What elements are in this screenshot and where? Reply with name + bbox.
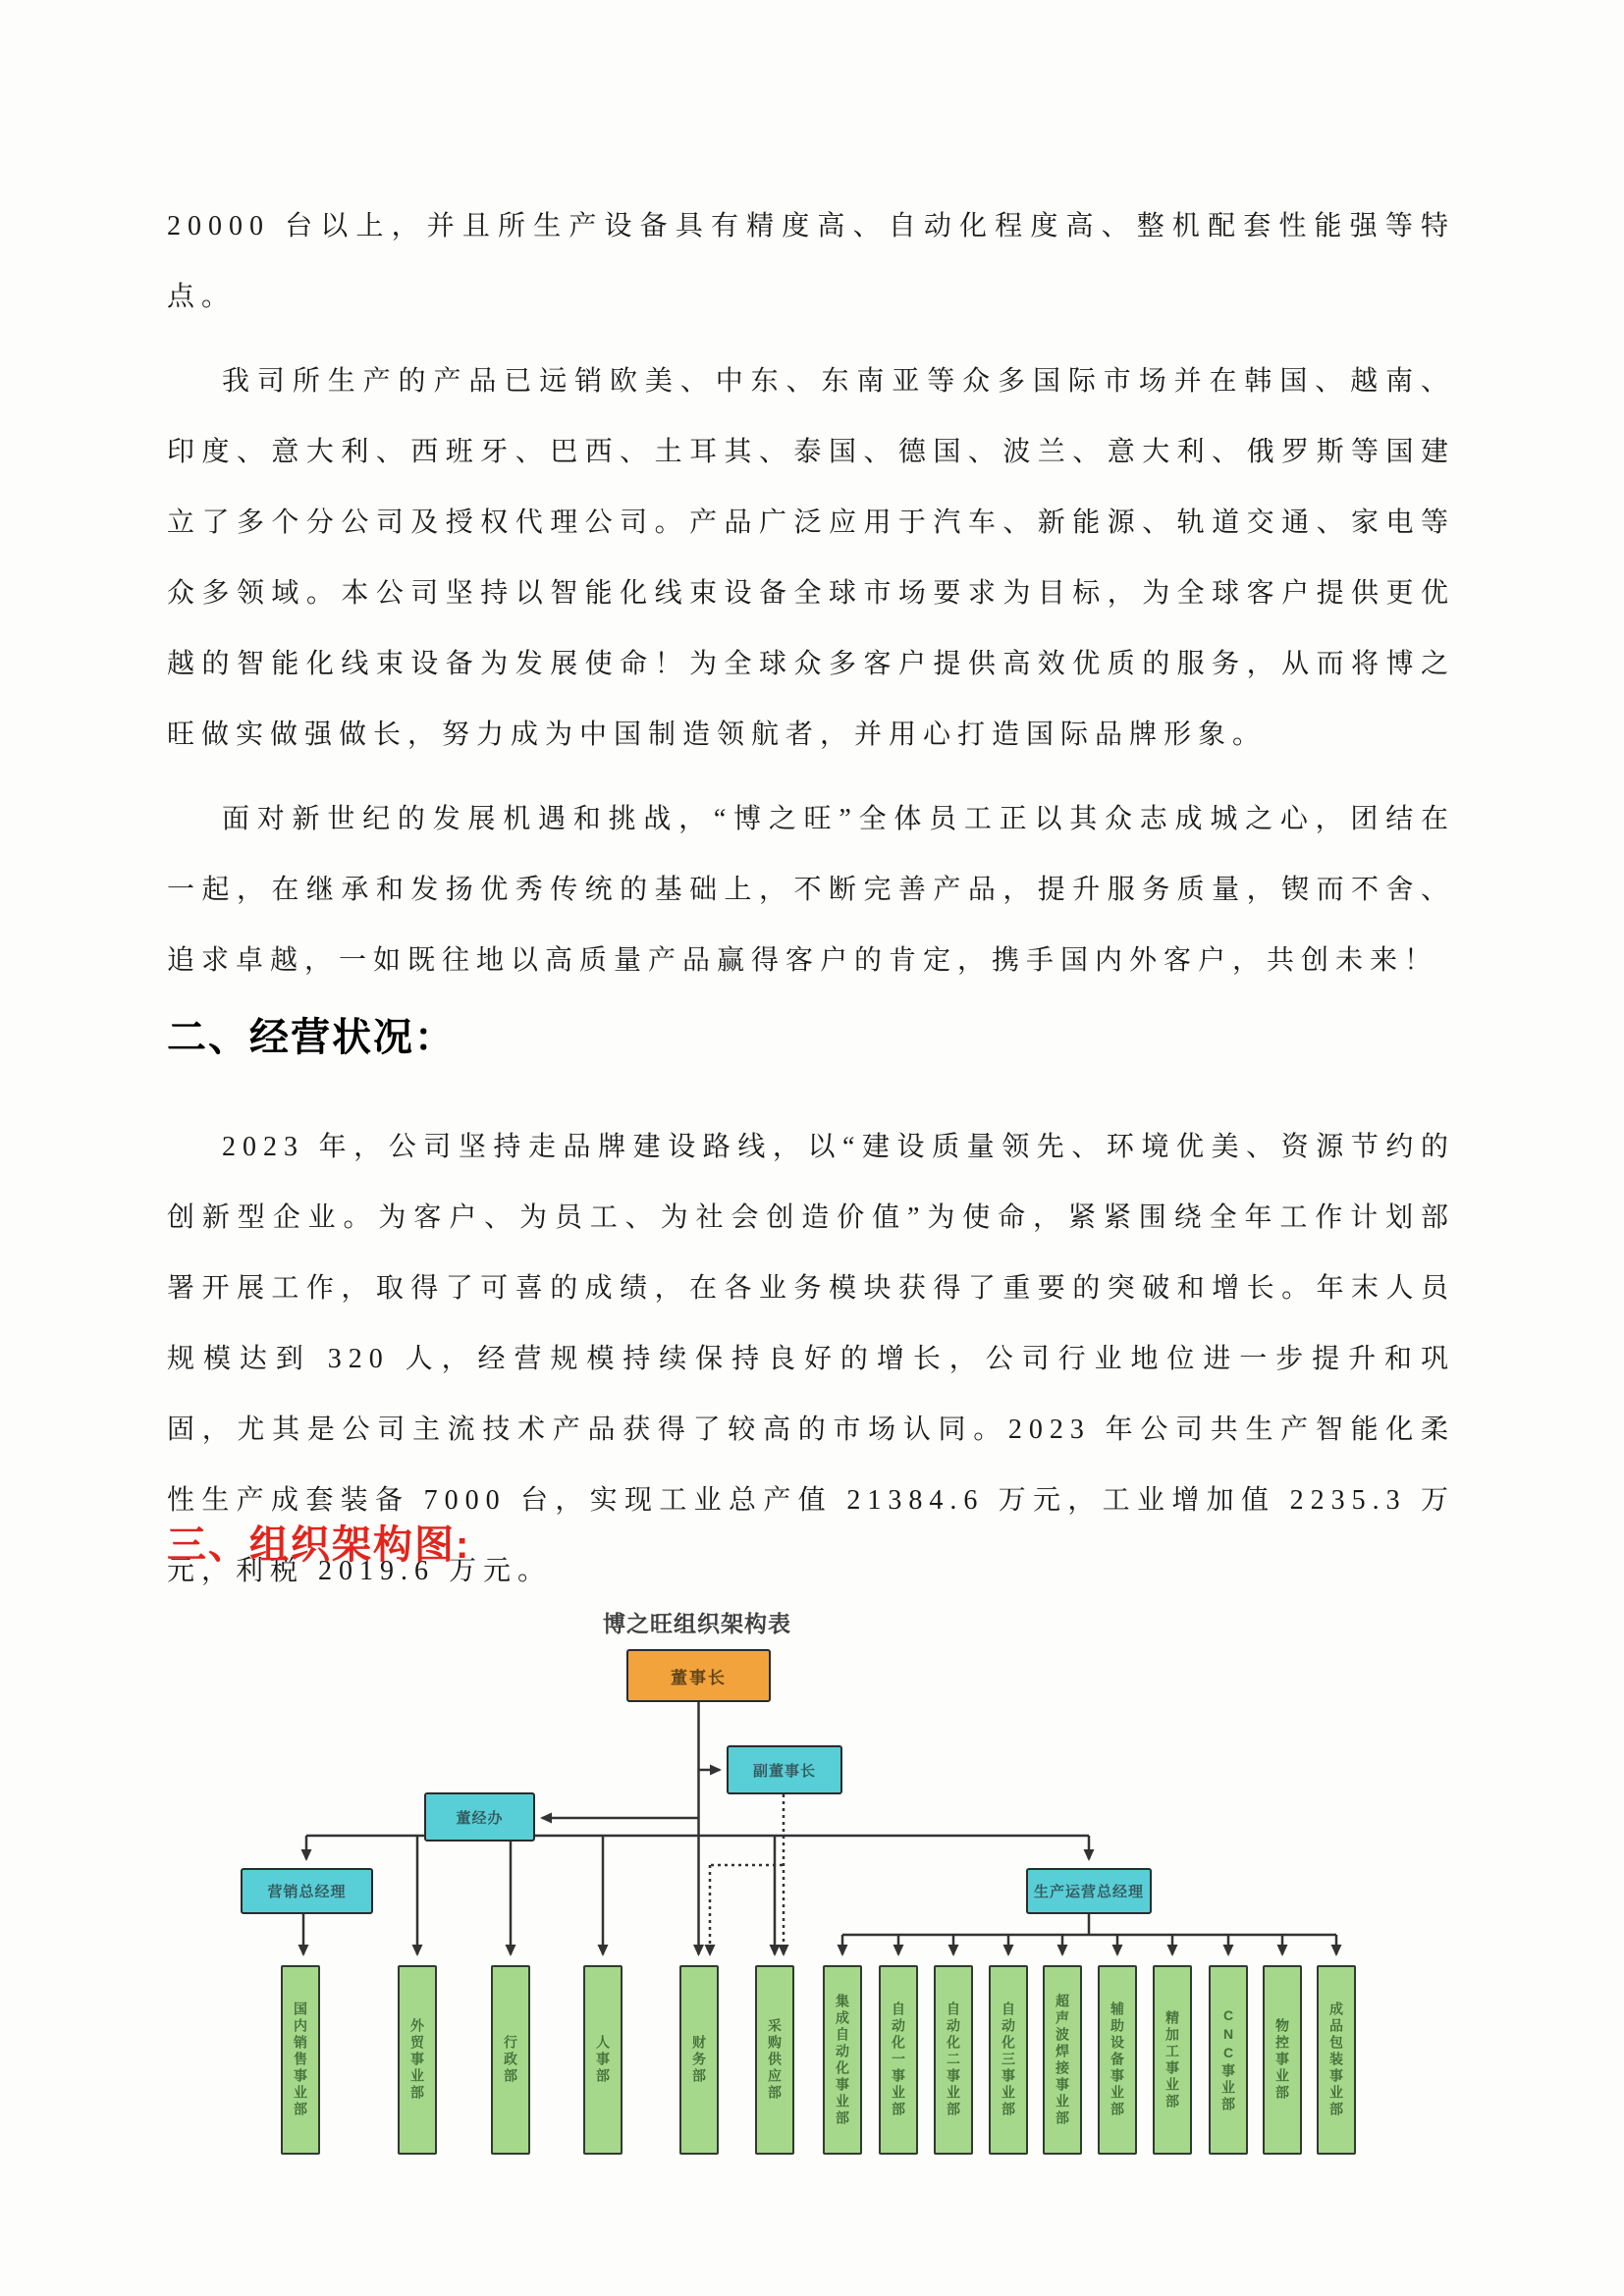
org-dept-box <box>1263 1965 1302 2155</box>
org-dept-label: 自动化三事业部 <box>1001 2002 1016 2118</box>
org-dept-label: 超声波焊接事业部 <box>1055 1993 1070 2127</box>
org-dept-box <box>989 1965 1028 2155</box>
org-dept-label: 财务部 <box>691 2035 707 2085</box>
org-dept-label: 外贸事业部 <box>409 2018 425 2102</box>
org-dept-label: 自动化二事业部 <box>946 2002 961 2118</box>
org-chart-connectors <box>0 1600 1624 2248</box>
section3-heading: 三、组织架构图: <box>167 1523 471 1567</box>
org-dept-box <box>934 1965 973 2155</box>
org-dept-box <box>1317 1965 1356 2155</box>
org-dept-box <box>679 1965 719 2155</box>
org-dept-label: 采购供应部 <box>767 2018 783 2102</box>
org-chart-title: 博之旺组织架构表 <box>603 1611 791 1636</box>
org-node-production-gm: 生产运营总经理 <box>1026 1868 1152 1914</box>
org-dept-label: 成品包装事业部 <box>1328 2002 1344 2118</box>
org-node-board-office: 董经办 <box>424 1792 535 1842</box>
org-dept-label: 辅助设备事业部 <box>1110 2002 1125 2118</box>
org-dept-box <box>583 1965 623 2155</box>
org-dept-box <box>1209 1965 1248 2155</box>
org-node-vice-chairman: 副董事长 <box>727 1745 842 1794</box>
paragraph-vision: 面对新世纪的发展机遇和挑战，“博之旺”全体员工正以其众志成城之心，团结在一起，在继承和发扬优秀传统的基础上，不断完善产品，提升服务质量，锲而不舍、追求卓越，一如既往地以高质量产品赢得客户的肯定，携手国内外客户，共创未来！ <box>167 804 1455 976</box>
org-chart <box>0 1600 1624 2248</box>
org-dept-label: 国内销售事业部 <box>293 2002 308 2118</box>
org-dept-label: 集成自动化事业部 <box>835 1993 850 2127</box>
paragraph-markets: 我司所生产的产品已远销欧美、中东、东南亚等众多国际市场并在韩国、越南、印度、意大利、西班牙、巴西、土耳其、泰国、德国、波兰、意大利、俄罗斯等国建立了多个分公司及授权代理公司。产品广泛应用于汽车、新能源、轨道交通、家电等众多领域。本公司坚持以智能化线束设备全球市场要求为目标，为全球客户提供更优越的智能化线束设备为发展使命！为全球众多客户提供高效优质的服务，从而将博之旺做实做强做长，努力成为中国制造领航者，并用心打造国际品牌形象。 <box>167 366 1455 750</box>
paragraph-continuation: 20000 台以上，并且所生产设备具有精度高、自动化程度高、整机配套性能强等特点。 <box>167 211 1455 312</box>
section3 <box>167 1518 470 1573</box>
org-dept-label: 自动化一事业部 <box>891 2002 906 2118</box>
section2-heading: 二、经营状况： <box>167 1016 456 1059</box>
org-dept-box <box>823 1965 862 2155</box>
org-dept-box <box>1098 1965 1137 2155</box>
org-dept-label: 人事部 <box>595 2035 611 2085</box>
org-node-marketing-gm: 营销总经理 <box>241 1868 373 1914</box>
org-dept-box <box>755 1965 794 2155</box>
org-node-chairman: 董事长 <box>626 1649 771 1702</box>
org-dept-box <box>491 1965 530 2155</box>
org-dept-box <box>879 1965 918 2155</box>
paragraph-operations: 2023 年，公司坚持走品牌建设路线，以“建设质量领先、环境优美、资源节约的创新型企业。为客户、为员工、为社会创造价值”为使命，紧紧围绕全年工作计划部署开展工作，取得了可喜的成绩，在各业务模块获得了重要的突破和增长。年末人员规模达到 320 人，经营规模持续保持良好的增长，公司行业地位进一步提升和巩固，尤其是公司主流技术产品获得了较高的市场认同。2023 年公司共生产智能化柔性生产成套装备 7000 台，实现工业总产值 21384.6 万元，工业增加值 2235.3 万元，利税 2019.6 万元。 <box>167 1132 1455 1586</box>
org-dept-label: 物控事业部 <box>1274 2018 1290 2102</box>
org-dept-box <box>281 1965 320 2155</box>
org-dept-box <box>398 1965 437 2155</box>
org-dept-label: CNC事业部 <box>1220 2006 1236 2113</box>
org-dept-box <box>1043 1965 1082 2155</box>
org-dept-label: 精加工事业部 <box>1164 2009 1180 2110</box>
org-dept-box <box>1153 1965 1192 2155</box>
org-dept-label: 行政部 <box>503 2035 518 2085</box>
